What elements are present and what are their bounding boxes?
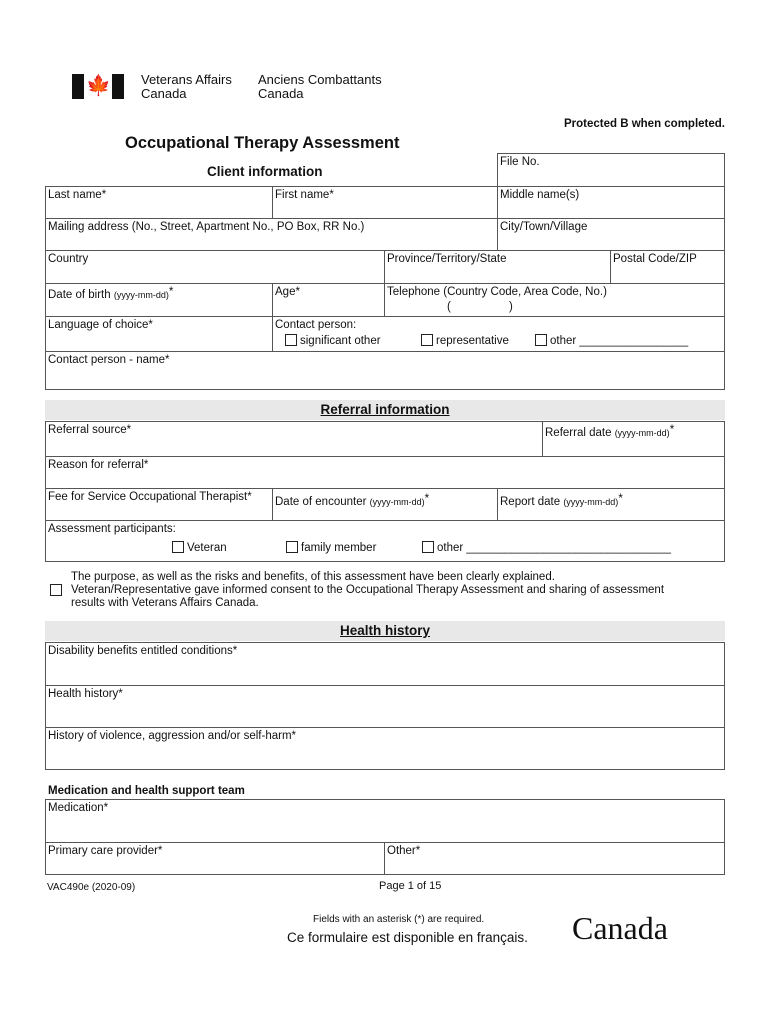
primary-care-field[interactable]: Primary care provider*	[45, 842, 385, 875]
french-availability-note: Ce formulaire est disponible en français.	[287, 930, 528, 945]
referral-source-field[interactable]: Referral source*	[45, 421, 543, 457]
contact-person-group: Contact person: significant other representative other _________________	[272, 316, 725, 352]
age-field[interactable]: Age*	[272, 283, 385, 317]
province-field[interactable]: Province/Territory/State	[384, 250, 611, 284]
form-id: VAC490e (2020-09)	[47, 882, 136, 893]
option-other-contact[interactable]: other _________________	[535, 334, 688, 348]
file-no-field[interactable]: File No.	[497, 153, 725, 187]
veteran-checkbox[interactable]	[172, 541, 184, 553]
client-info-heading: Client information	[207, 164, 323, 179]
option-other-participant[interactable]: other ________________________________	[422, 541, 671, 555]
significant-other-checkbox[interactable]	[285, 334, 297, 346]
government-signature	[72, 74, 124, 99]
middle-names-field[interactable]: Middle name(s)	[497, 186, 725, 219]
other-participant-checkbox[interactable]	[422, 541, 434, 553]
encounter-date-field[interactable]: Date of encounter (yyyy-mm-dd)*	[272, 488, 498, 521]
option-veteran[interactable]: Veteran	[172, 541, 227, 555]
other-contact-checkbox[interactable]	[535, 334, 547, 346]
report-date-field[interactable]: Report date (yyyy-mm-dd)*	[497, 488, 725, 521]
dob-field[interactable]: Date of birth (yyyy-mm-dd)*	[45, 283, 273, 317]
disability-conditions-field[interactable]: Disability benefits entitled conditions*	[45, 642, 725, 686]
consent-text: The purpose, as well as the risks and benefits, of this assessment have been clearly explained. Veteran/Representative gave informed consent to the Occupational Therapy Assessment and sharing of assessment results with Veterans Affairs Canada.	[71, 571, 665, 609]
country-field[interactable]: Country	[45, 250, 385, 284]
violence-history-field[interactable]: History of violence, aggression and/or self-harm*	[45, 727, 725, 770]
reason-referral-field[interactable]: Reason for referral*	[45, 456, 725, 489]
contact-name-field[interactable]: Contact person - name*	[45, 351, 725, 390]
city-field[interactable]: City/Town/Village	[497, 218, 725, 251]
language-field[interactable]: Language of choice*	[45, 316, 273, 352]
participants-group: Assessment participants: Veteran family member other ________________________________	[45, 520, 725, 562]
health-history-field[interactable]: Health history*	[45, 685, 725, 728]
health-history-heading: Health history	[45, 621, 725, 641]
dept-name-en: Veterans Affairs Canada	[141, 72, 232, 101]
representative-checkbox[interactable]	[421, 334, 433, 346]
other-support-field[interactable]: Other*	[384, 842, 725, 875]
consent-checkbox[interactable]	[50, 584, 62, 596]
mailing-address-field[interactable]: Mailing address (No., Street, Apartment No., PO Box, RR No.)	[45, 218, 498, 251]
telephone-field[interactable]: Telephone (Country Code, Area Code, No.) ( )	[384, 283, 725, 317]
option-representative[interactable]: representative	[421, 334, 509, 348]
medication-field[interactable]: Medication*	[45, 799, 725, 843]
referral-date-field[interactable]: Referral date (yyyy-mm-dd)*	[542, 421, 725, 457]
postal-code-field[interactable]: Postal Code/ZIP	[610, 250, 725, 284]
medication-heading: Medication and health support team	[48, 785, 245, 797]
dept-name-fr: Anciens Combattants Canada	[258, 72, 382, 101]
option-family-member[interactable]: family member	[286, 541, 376, 555]
fee-ot-field[interactable]: Fee for Service Occupational Therapist*	[45, 488, 273, 521]
referral-info-heading: Referral information	[45, 400, 725, 420]
page-title: Occupational Therapy Assessment	[125, 134, 400, 152]
maple-leaf-icon: 🍁	[86, 75, 111, 97]
family-member-checkbox[interactable]	[286, 541, 298, 553]
first-name-field[interactable]: First name*	[272, 186, 498, 219]
last-name-field[interactable]: Last name*	[45, 186, 273, 219]
required-note: Fields with an asterisk (*) are required.	[313, 914, 485, 925]
canada-wordmark: Canada	[572, 910, 668, 946]
protected-notice: Protected B when completed.	[563, 118, 725, 130]
option-significant-other[interactable]: significant other	[285, 334, 381, 348]
page-number: Page 1 of 15	[379, 880, 442, 892]
